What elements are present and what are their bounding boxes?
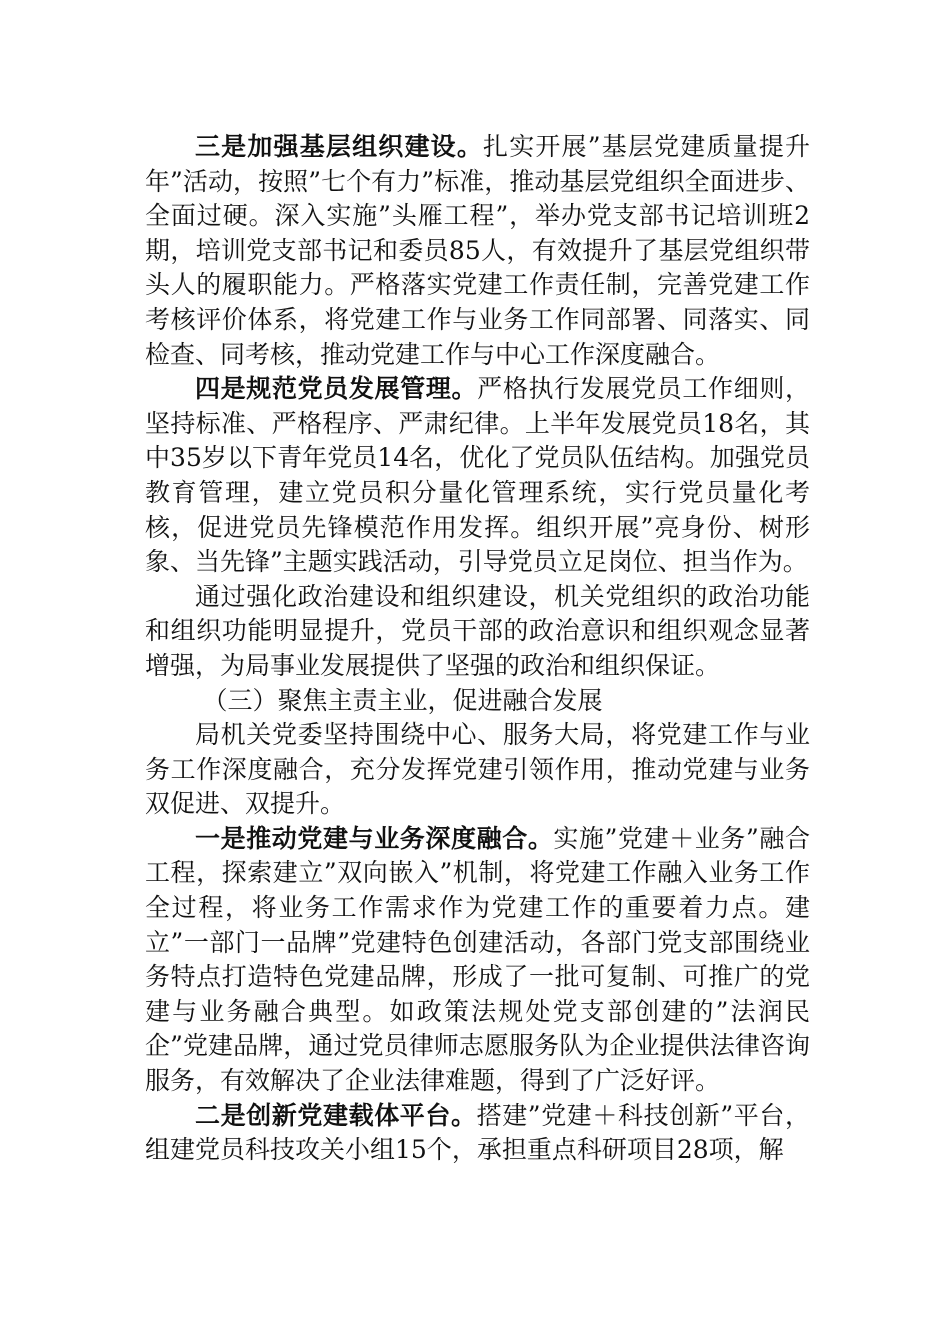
paragraph-integration (145, 822, 810, 1099)
section-heading-3 (145, 684, 810, 719)
paragraph-text: 严格执行发展党员工作细则，坚持标准、严格程序、严肃纪律。上半年发展党员18名，其中35岁以下青年党员14名，优化了党员队伍结构。加强党员教育管理，建立党员积分量化管理系统，实行党员量化考核，促进党员先锋模范作用发挥。组织开展”亮身份、树形象、当先锋”主题实践活动，引导党员立足岗位、担当作为。 (145, 374, 810, 577)
paragraph-section-intro (145, 718, 810, 822)
paragraph-lead: 二是创新党建载体平台。 (195, 1100, 477, 1130)
paragraph-lead: 一是推动党建与业务深度融合。 (195, 823, 554, 853)
paragraph-text: 实施”党建＋业务”融合工程，探索建立”双向嵌入”机制，将党建工作融入业务工作全过程，将业务工作需求作为党建工作的重要着力点。建立”一部门一品牌”党建特色创建活动，各部门党支部围绕业务特点打造特色党建品牌，形成了一批可复制、可推广的党建与业务融合典型。如政策法规处党支部创建的”法润民企”党建品牌，通过党员律师志愿服务队为企业提供法律咨询服务，有效解决了企业法律难题，得到了广泛好评。 (145, 823, 810, 1096)
document-page (145, 130, 810, 1168)
paragraph-member-development (145, 372, 810, 580)
paragraph-lead: 三是加强基层组织建设。 (195, 132, 484, 161)
paragraph-text: 通过强化政治建设和组织建设，机关党组织的政治功能和组织功能明显提升，党员干部的政治意识和组织观念显著增强，为局事业发展提供了坚强的政治和组织保证。 (145, 581, 810, 680)
paragraph-summary (145, 580, 810, 684)
paragraph-text: 搭建”党建＋科技创新”平台，组建党员科技攻关小组15个，承担重点科研项目28项，解 (145, 1100, 810, 1165)
paragraph-platform (145, 1099, 810, 1168)
paragraph-text: 扎实开展”基层党建质量提升年”活动，按照”七个有力”标准，推动基层党组织全面进步、全面过硬。深入实施”头雁工程”，举办党支部书记培训班2期，培训党支部书记和委员85人，有效提升了基层党组织带头人的履职能力。严格落实党建工作责任制，完善党建工作考核评价体系，将党建工作与业务工作同部署、同落实、同检查、同考核，推动党建工作与中心工作深度融合。 (145, 132, 810, 369)
paragraph-lead: 四是规范党员发展管理。 (195, 374, 478, 404)
paragraph-text: 局机关党委坚持围绕中心、服务大局，将党建工作与业务工作深度融合，充分发挥党建引领作用，推动党建与业务双促进、双提升。 (145, 720, 810, 819)
section-heading-text: （三）聚焦主责主业，促进融合发展 (202, 685, 603, 715)
paragraph-basic-organization (145, 130, 810, 372)
